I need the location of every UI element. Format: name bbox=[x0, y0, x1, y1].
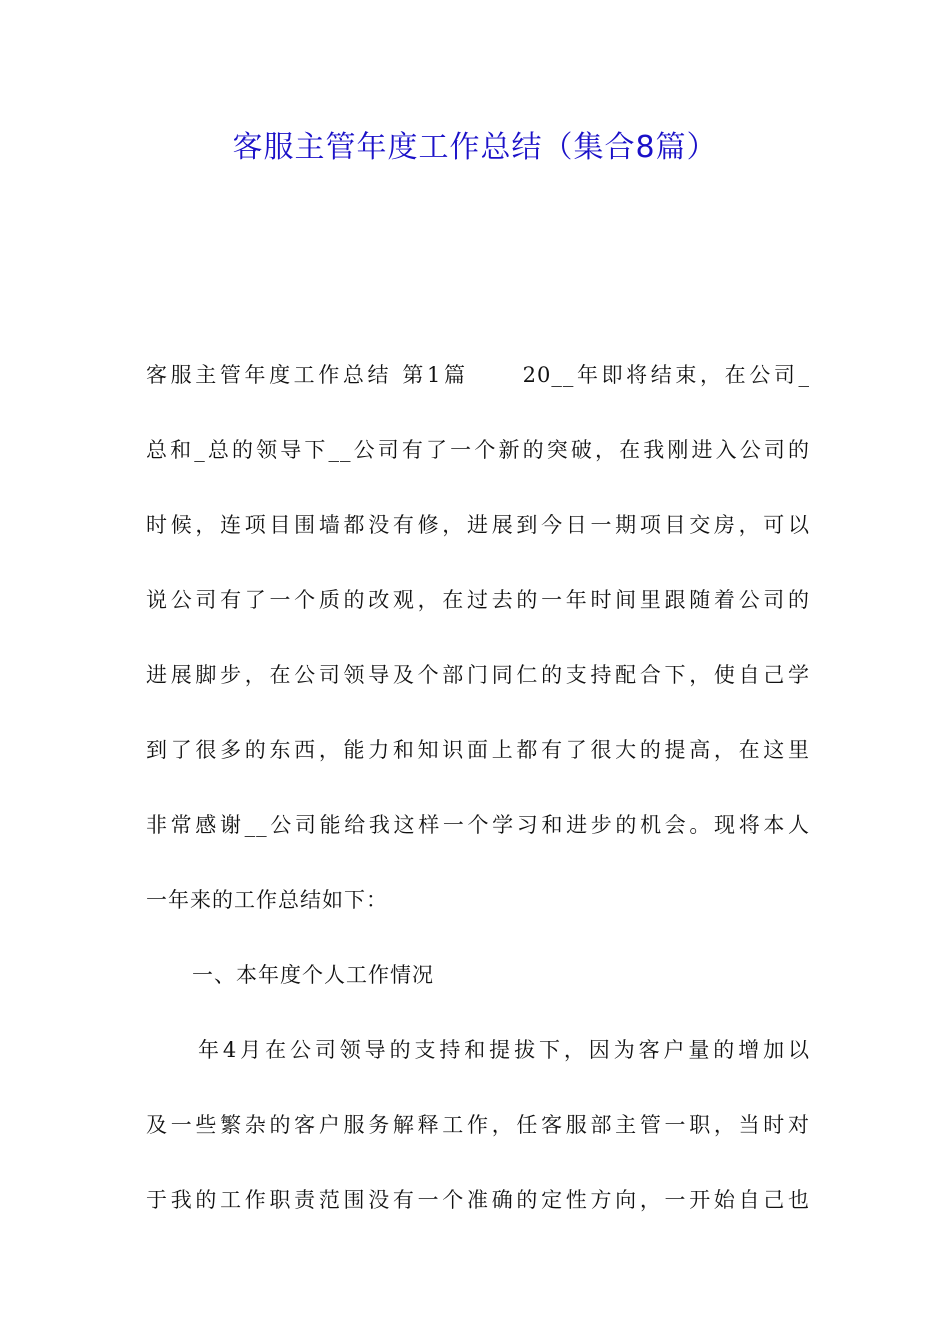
paragraph-line: 非常感谢__公司能给我这样一个学习和进步的机会。现将本人 bbox=[146, 813, 810, 837]
paragraph-line: 时候，连项目围墙都没有修，进展到今日一期项目交房，可以 bbox=[146, 513, 810, 537]
paragraph-text: 20__年即将结束，在公司_ bbox=[522, 363, 810, 387]
paragraph-line: 及一些繁杂的客户服务解释工作，任客服部主管一职，当时对 bbox=[146, 1113, 810, 1137]
paragraph-line: 说公司有了一个质的改观，在过去的一年时间里跟随着公司的 bbox=[146, 588, 810, 612]
document-title: 客服主管年度工作总结（集合8篇） bbox=[232, 130, 718, 165]
paragraph-line: 进展脚步，在公司领导及个部门同仁的支持配合下，使自己学 bbox=[146, 663, 810, 687]
document-body bbox=[146, 338, 810, 1238]
paragraph-line: 总和_总的领导下__公司有了一个新的突破，在我刚进入公司的 bbox=[146, 438, 810, 462]
paragraph-line bbox=[146, 338, 810, 413]
paragraph-line: 到了很多的东西，能力和知识面上都有了很大的提高，在这里 bbox=[146, 738, 810, 762]
paragraph-line: 一年来的工作总结如下： bbox=[146, 888, 388, 912]
section-heading-inline: 客服主管年度工作总结 第1篇 bbox=[146, 363, 469, 387]
paragraph-line: 年4月在公司领导的支持和提拔下，因为客户量的增加以 bbox=[198, 1038, 810, 1062]
paragraph-line: 于我的工作职责范围没有一个准确的定性方向，一开始自己也 bbox=[146, 1188, 810, 1212]
section-heading: 一、本年度个人工作情况 bbox=[192, 963, 434, 987]
